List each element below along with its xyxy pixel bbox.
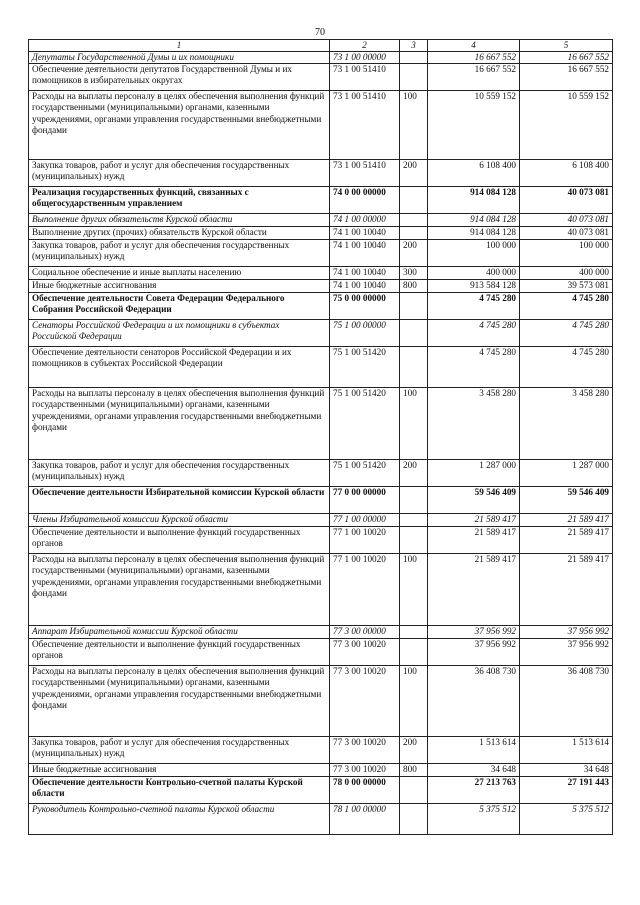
row-sum-2: 4 745 280 xyxy=(520,293,613,320)
row-name: Обеспечение деятельности и выполнение функций государственных органов xyxy=(29,639,330,666)
row-code: 77 3 00 10020 xyxy=(330,639,400,666)
row-code: 78 1 00 00000 xyxy=(330,804,400,835)
row-sum-2: 10 559 152 xyxy=(520,91,613,160)
table-row xyxy=(29,187,613,214)
row-code: 73 1 00 00000 xyxy=(330,51,400,63)
row-code: 75 1 00 51420 xyxy=(330,388,400,460)
column-number-1: 1 xyxy=(29,40,330,52)
row-code: 74 1 00 00000 xyxy=(330,214,400,227)
row-sum-1: 36 408 730 xyxy=(428,666,520,737)
row-expense-type xyxy=(400,214,428,227)
row-sum-2: 5 375 512 xyxy=(520,804,613,835)
row-code: 74 1 00 10040 xyxy=(330,280,400,293)
row-sum-2: 100 000 xyxy=(520,240,613,267)
row-sum-2: 40 073 081 xyxy=(520,214,613,227)
row-sum-1: 913 584 128 xyxy=(428,280,520,293)
row-sum-2: 4 745 280 xyxy=(520,347,613,388)
row-sum-1: 1 287 000 xyxy=(428,460,520,487)
row-sum-1: 3 458 280 xyxy=(428,388,520,460)
row-sum-1: 21 589 417 xyxy=(428,527,520,554)
row-sum-2: 40 073 081 xyxy=(520,187,613,214)
table-row xyxy=(29,91,613,160)
row-expense-type xyxy=(400,514,428,527)
row-code: 75 1 00 51420 xyxy=(330,460,400,487)
row-expense-type xyxy=(400,527,428,554)
table-row xyxy=(29,460,613,487)
row-name: Обеспечение деятельности Совета Федерации Федерального Собрания Российской Федерации xyxy=(29,293,330,320)
row-code: 75 1 00 51420 xyxy=(330,347,400,388)
table-row xyxy=(29,487,613,514)
row-name: Выполнение других обязательств Курской области xyxy=(29,214,330,227)
row-name: Выполнение других (прочих) обязательств Курской области xyxy=(29,227,330,240)
row-sum-1: 4 745 280 xyxy=(428,320,520,347)
page-number: 70 xyxy=(315,27,325,38)
table-row xyxy=(29,777,613,804)
row-name: Обеспечение деятельности сенаторов Российской Федерации и их помощников в субъектах Российской Федерации xyxy=(29,347,330,388)
row-expense-type xyxy=(400,293,428,320)
row-name: Иные бюджетные ассигнования xyxy=(29,764,330,777)
row-code: 77 3 00 10020 xyxy=(330,764,400,777)
table-row xyxy=(29,51,613,63)
table-row xyxy=(29,214,613,227)
row-expense-type: 800 xyxy=(400,764,428,777)
table-row xyxy=(29,666,613,737)
row-expense-type xyxy=(400,187,428,214)
table-row xyxy=(29,64,613,91)
row-sum-1: 914 084 128 xyxy=(428,187,520,214)
row-name: Обеспечение деятельности депутатов Государственной Думы и их помощников в избирательных округах xyxy=(29,64,330,91)
row-name: Сенаторы Российской Федерации и их помощники в субъектах Российской Федерации xyxy=(29,320,330,347)
row-expense-type xyxy=(400,639,428,666)
row-sum-2: 21 589 417 xyxy=(520,514,613,527)
row-expense-type: 200 xyxy=(400,737,428,764)
table-row xyxy=(29,804,613,835)
row-sum-1: 914 084 128 xyxy=(428,214,520,227)
table-row xyxy=(29,527,613,554)
row-sum-2: 6 108 400 xyxy=(520,160,613,187)
budget-table xyxy=(28,39,613,835)
row-code: 75 1 00 00000 xyxy=(330,320,400,347)
table-row xyxy=(29,160,613,187)
row-sum-1: 1 513 614 xyxy=(428,737,520,764)
row-expense-type: 300 xyxy=(400,267,428,280)
row-sum-2: 1 513 614 xyxy=(520,737,613,764)
row-sum-2: 39 573 081 xyxy=(520,280,613,293)
row-sum-2: 16 667 552 xyxy=(520,51,613,63)
row-name: Обеспечение деятельности Контрольно-счетной палаты Курской области xyxy=(29,777,330,804)
row-expense-type xyxy=(400,804,428,835)
row-name: Расходы на выплаты персоналу в целях обеспечения выполнения функций государственными (муниципальными) органами, казенными учреждениями, органами управления государственными внебюджетными фондами xyxy=(29,91,330,160)
row-sum-2: 59 546 409 xyxy=(520,487,613,514)
row-sum-1: 10 559 152 xyxy=(428,91,520,160)
table-row xyxy=(29,280,613,293)
table-row xyxy=(29,639,613,666)
table-row xyxy=(29,267,613,280)
row-expense-type xyxy=(400,487,428,514)
row-expense-type: 800 xyxy=(400,280,428,293)
row-sum-2: 16 667 552 xyxy=(520,64,613,91)
row-sum-2: 27 191 443 xyxy=(520,777,613,804)
table-row xyxy=(29,737,613,764)
row-sum-2: 36 408 730 xyxy=(520,666,613,737)
row-sum-1: 37 956 992 xyxy=(428,626,520,639)
row-expense-type: 100 xyxy=(400,666,428,737)
table-row xyxy=(29,227,613,240)
row-code: 73 1 00 51410 xyxy=(330,91,400,160)
row-expense-type xyxy=(400,777,428,804)
row-name: Руководитель Контрольно-счетной палаты Курской области xyxy=(29,804,330,835)
row-sum-1: 59 546 409 xyxy=(428,487,520,514)
column-number-5: 5 xyxy=(520,40,613,52)
row-sum-1: 16 667 552 xyxy=(428,51,520,63)
row-name: Расходы на выплаты персоналу в целях обеспечения выполнения функций государственными (муниципальными) органами, казенными учреждениями, органами управления государственными внебюджетными фондами xyxy=(29,388,330,460)
row-name: Расходы на выплаты персоналу в целях обеспечения выполнения функций государственными (муниципальными) органами, казенными учреждениями, органами управления государственными внебюджетными фондами xyxy=(29,554,330,626)
row-code: 77 3 00 10020 xyxy=(330,666,400,737)
table-row xyxy=(29,626,613,639)
row-sum-2: 1 287 000 xyxy=(520,460,613,487)
row-sum-1: 914 084 128 xyxy=(428,227,520,240)
row-expense-type xyxy=(400,320,428,347)
column-number-4: 4 xyxy=(428,40,520,52)
row-code: 74 1 00 10040 xyxy=(330,227,400,240)
table-row xyxy=(29,320,613,347)
row-expense-type: 200 xyxy=(400,160,428,187)
row-expense-type: 200 xyxy=(400,460,428,487)
row-sum-1: 4 745 280 xyxy=(428,347,520,388)
row-sum-1: 5 375 512 xyxy=(428,804,520,835)
row-code: 73 1 00 51410 xyxy=(330,160,400,187)
row-code: 77 1 00 10020 xyxy=(330,527,400,554)
row-sum-2: 40 073 081 xyxy=(520,227,613,240)
table-row xyxy=(29,514,613,527)
row-name: Закупка товаров, работ и услуг для обеспечения государственных (муниципальных) нужд xyxy=(29,737,330,764)
row-name: Аппарат Избирательной комиссии Курской области xyxy=(29,626,330,639)
table-row xyxy=(29,554,613,626)
row-name: Иные бюджетные ассигнования xyxy=(29,280,330,293)
row-sum-1: 6 108 400 xyxy=(428,160,520,187)
row-code: 73 1 00 51410 xyxy=(330,64,400,91)
table-row xyxy=(29,388,613,460)
row-sum-1: 37 956 992 xyxy=(428,639,520,666)
row-code: 77 1 00 00000 xyxy=(330,514,400,527)
row-sum-2: 4 745 280 xyxy=(520,320,613,347)
row-expense-type: 200 xyxy=(400,240,428,267)
row-name: Обеспечение деятельности Избирательной комиссии Курской области xyxy=(29,487,330,514)
table-row xyxy=(29,293,613,320)
row-code: 77 3 00 10020 xyxy=(330,737,400,764)
row-sum-2: 37 956 992 xyxy=(520,626,613,639)
row-name: Закупка товаров, работ и услуг для обеспечения государственных (муниципальных) нужд xyxy=(29,160,330,187)
row-name: Реализация государственных функций, связанных с общегосударственным управлением xyxy=(29,187,330,214)
row-expense-type xyxy=(400,347,428,388)
table-row xyxy=(29,347,613,388)
row-code: 77 3 00 00000 xyxy=(330,626,400,639)
column-number-2: 2 xyxy=(330,40,400,52)
row-code: 74 1 00 10040 xyxy=(330,240,400,267)
row-name: Закупка товаров, работ и услуг для обеспечения государственных (муниципальных) нужд xyxy=(29,240,330,267)
row-sum-1: 4 745 280 xyxy=(428,293,520,320)
row-name: Закупка товаров, работ и услуг для обеспечения государственных (муниципальных) нужд xyxy=(29,460,330,487)
row-sum-2: 3 458 280 xyxy=(520,388,613,460)
row-sum-1: 21 589 417 xyxy=(428,514,520,527)
row-sum-2: 21 589 417 xyxy=(520,527,613,554)
row-sum-1: 21 589 417 xyxy=(428,554,520,626)
row-code: 78 0 00 00000 xyxy=(330,777,400,804)
table-header-row xyxy=(29,40,613,52)
row-code: 77 0 00 00000 xyxy=(330,487,400,514)
row-sum-2: 37 956 992 xyxy=(520,639,613,666)
table-row xyxy=(29,240,613,267)
row-sum-2: 21 589 417 xyxy=(520,554,613,626)
row-name: Обеспечение деятельности и выполнение функций государственных органов xyxy=(29,527,330,554)
row-sum-1: 16 667 552 xyxy=(428,64,520,91)
row-sum-1: 400 000 xyxy=(428,267,520,280)
row-code: 77 1 00 10020 xyxy=(330,554,400,626)
row-expense-type xyxy=(400,51,428,63)
table-row xyxy=(29,764,613,777)
row-expense-type xyxy=(400,64,428,91)
row-code: 74 0 00 00000 xyxy=(330,187,400,214)
row-sum-1: 34 648 xyxy=(428,764,520,777)
row-code: 74 1 00 10040 xyxy=(330,267,400,280)
column-number-3: 3 xyxy=(400,40,428,52)
row-sum-2: 400 000 xyxy=(520,267,613,280)
row-expense-type xyxy=(400,626,428,639)
row-sum-1: 100 000 xyxy=(428,240,520,267)
row-expense-type: 100 xyxy=(400,388,428,460)
row-sum-2: 34 648 xyxy=(520,764,613,777)
row-name: Социальное обеспечение и иные выплаты населению xyxy=(29,267,330,280)
row-expense-type: 100 xyxy=(400,91,428,160)
row-expense-type: 100 xyxy=(400,554,428,626)
row-sum-1: 27 213 763 xyxy=(428,777,520,804)
row-name: Члены Избирательной комиссии Курской области xyxy=(29,514,330,527)
row-name: Депутаты Государственной Думы и их помощники xyxy=(29,51,330,63)
row-expense-type xyxy=(400,227,428,240)
row-code: 75 0 00 00000 xyxy=(330,293,400,320)
row-name: Расходы на выплаты персоналу в целях обеспечения выполнения функций государственными (муниципальными) органами, казенными учреждениями, органами управления государственными внебюджетными фондами xyxy=(29,666,330,737)
